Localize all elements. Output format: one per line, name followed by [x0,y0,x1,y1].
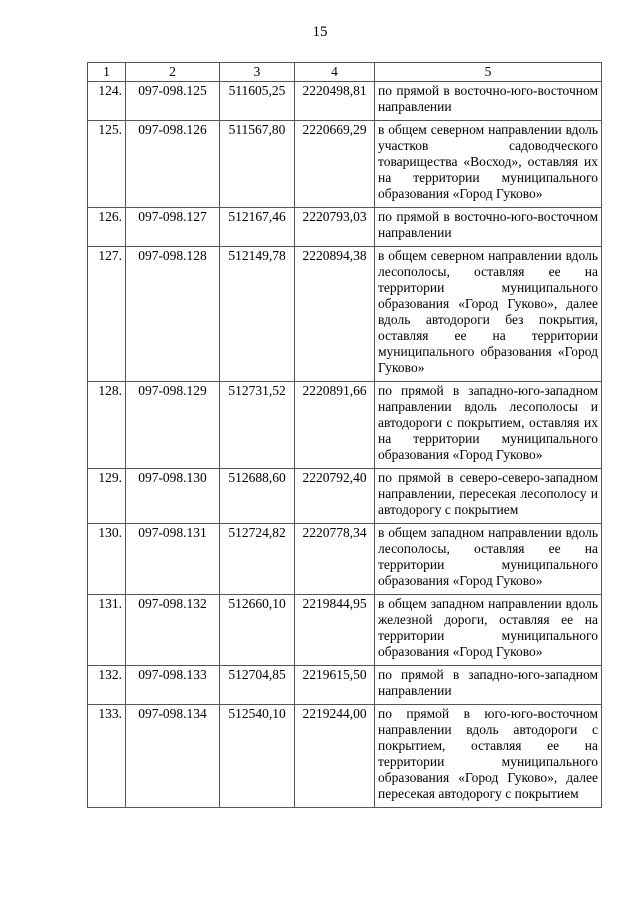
table-row [88,121,602,208]
x-coordinate-cell: 512704,85 [220,666,295,705]
x-coordinate-cell: 512688,60 [220,469,295,524]
point-id-cell: 097-098.133 [126,666,220,705]
boundary-description-cell: в общем западном направлении вдоль лесополосы, оставляя ее на территории муниципального образования «Город Гуково» [375,524,602,595]
row-number-cell: 124. [88,82,126,121]
x-coordinate-cell: 512167,46 [220,208,295,247]
boundary-description-cell: по прямой в восточно-юго-восточном направлении [375,208,602,247]
row-number-cell: 125. [88,121,126,208]
point-id-cell: 097-098.125 [126,82,220,121]
x-coordinate-cell: 512540,10 [220,705,295,808]
table-row [88,595,602,666]
point-id-cell: 097-098.134 [126,705,220,808]
point-id-cell: 097-098.126 [126,121,220,208]
table-row [88,469,602,524]
table-row [88,82,602,121]
row-number-cell: 129. [88,469,126,524]
y-coordinate-cell: 2220669,29 [295,121,375,208]
y-coordinate-cell: 2220891,66 [295,382,375,469]
y-coordinate-cell: 2220793,03 [295,208,375,247]
column-header-5: 5 [375,63,602,82]
x-coordinate-cell: 512724,82 [220,524,295,595]
point-id-cell: 097-098.132 [126,595,220,666]
column-header-4: 4 [295,63,375,82]
row-number-cell: 127. [88,247,126,382]
y-coordinate-cell: 2219615,50 [295,666,375,705]
row-number-cell: 131. [88,595,126,666]
boundary-description-cell: в общем северном направлении вдоль участков садоводческого товарищества «Восход», оставляя их на территории муниципального образования «Город Гуково» [375,121,602,208]
boundary-description-cell: по прямой в юго-юго-восточном направлении вдоль автодороги с покрытием, оставляя ее на территории муниципального образования «Город Гуково», далее пересекая автодорогу с покрытием [375,705,602,808]
row-number-cell: 130. [88,524,126,595]
row-number-cell: 133. [88,705,126,808]
boundary-description-cell: по прямой в западно-юго-западном направлении [375,666,602,705]
y-coordinate-cell: 2219844,95 [295,595,375,666]
point-id-cell: 097-098.130 [126,469,220,524]
boundary-description-cell: по прямой в восточно-юго-восточном направлении [375,82,602,121]
y-coordinate-cell: 2220894,38 [295,247,375,382]
table-header-row [88,63,602,82]
x-coordinate-cell: 511567,80 [220,121,295,208]
row-number-cell: 132. [88,666,126,705]
point-id-cell: 097-098.131 [126,524,220,595]
table-row [88,208,602,247]
y-coordinate-cell: 2219244,00 [295,705,375,808]
point-id-cell: 097-098.127 [126,208,220,247]
table-header [88,63,602,82]
x-coordinate-cell: 512149,78 [220,247,295,382]
table-row [88,705,602,808]
table-row [88,524,602,595]
boundary-description-cell: в общем западном направлении вдоль железной дороги, оставляя ее на территории муниципального образования «Город Гуково» [375,595,602,666]
row-number-cell: 128. [88,382,126,469]
boundary-description-cell: по прямой в северо-северо-западном направлении, пересекая лесополосу и автодорогу с покрытием [375,469,602,524]
y-coordinate-cell: 2220498,81 [295,82,375,121]
y-coordinate-cell: 2220792,40 [295,469,375,524]
table-row [88,247,602,382]
column-header-1: 1 [88,63,126,82]
boundary-description-table [87,62,602,808]
table-body [88,82,602,808]
row-number-cell: 126. [88,208,126,247]
x-coordinate-cell: 511605,25 [220,82,295,121]
boundary-description-cell: по прямой в западно-юго-западном направлении вдоль лесополосы и автодороги с покрытием, оставляя их на территории муниципального образования «Город Гуково» [375,382,602,469]
table-row [88,382,602,469]
x-coordinate-cell: 512731,52 [220,382,295,469]
column-header-3: 3 [220,63,295,82]
point-id-cell: 097-098.129 [126,382,220,469]
page-number: 15 [312,24,328,40]
table-row [88,666,602,705]
y-coordinate-cell: 2220778,34 [295,524,375,595]
point-id-cell: 097-098.128 [126,247,220,382]
x-coordinate-cell: 512660,10 [220,595,295,666]
boundary-description-cell: в общем северном направлении вдоль лесополосы, оставляя ее на территории муниципального образования «Город Гуково», далее вдоль автодороги без покрытия, оставляя ее на территории муниципального образования «Город Гуково» [375,247,602,382]
column-header-2: 2 [126,63,220,82]
